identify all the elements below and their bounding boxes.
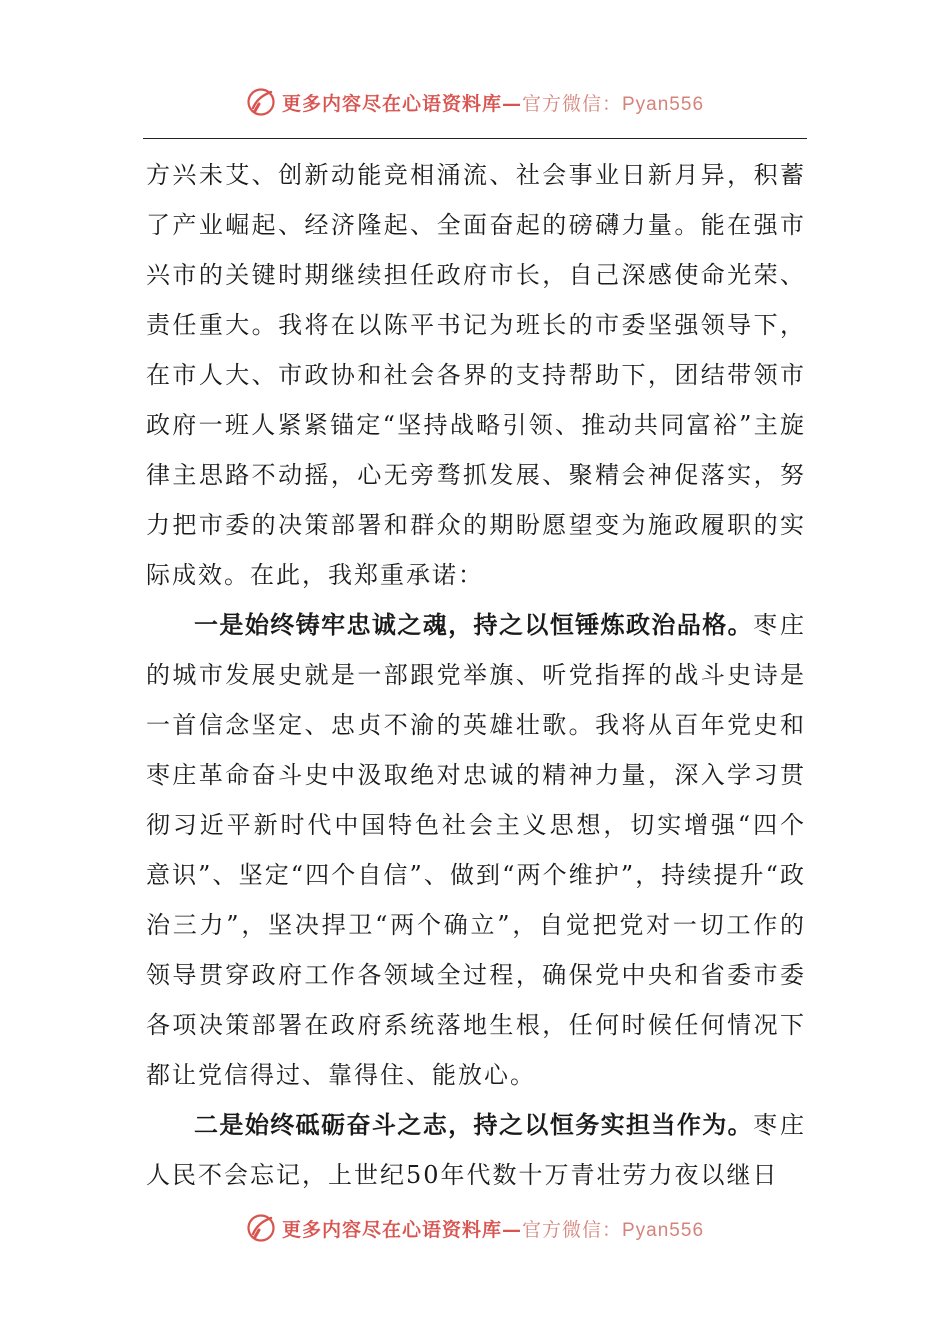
header-banner-text: 更多内容尽在心语资料库—官方微信：Pyan556 (281, 92, 705, 115)
header-divider (143, 138, 807, 139)
paragraph-intro: 方兴未艾、创新动能竞相涌流、社会事业日新月异，积蓄了产业崛起、经济隆起、全面奋起的磅礴力量。能在强市兴市的关键时期继续担任政府市长，自己深感使命光荣、责任重大。我将在以陈平书记为班长的市委坚强领导下，在市人大、市政协和社会各界的支持帮助下，团结带领市政府一班人紧紧锚定“坚持战略引领、推动共同富裕”主旋律主思路不动摇，心无旁骛抓发展、聚精会神促落实，努力把市委的决策部署和群众的期盼愿望变为施政履职的实际成效。在此，我郑重承诺： (146, 161, 806, 589)
point-two-text: 枣庄人民不会忘记，上世纪50年代数十万青壮劳力夜以继日 (146, 1111, 807, 1189)
paragraph-point-two (146, 1100, 806, 1200)
footer-watermark-banner (0, 1206, 950, 1250)
header-watermark-banner (0, 80, 950, 124)
brush-logo-icon (246, 87, 276, 117)
point-two-heading: 二是始终砥砺奋斗之志，持之以恒务实担当作为。 (194, 1111, 754, 1139)
brush-logo-icon (246, 1213, 276, 1243)
point-one-heading: 一是始终铸牢忠诚之魂，持之以恒锤炼政治品格。 (194, 611, 754, 639)
footer-banner-text: 更多内容尽在心语资料库—官方微信：Pyan556 (281, 1218, 705, 1241)
document-body (146, 150, 806, 1200)
paragraph-point-one (146, 600, 806, 1100)
point-one-text: 枣庄的城市发展史就是一部跟党举旗、听党指挥的战斗史诗是一首信念坚定、忠贞不渝的英雄壮歌。我将从百年党史和枣庄革命奋斗史中汲取绝对忠诚的精神力量，深入学习贯彻习近平新时代中国特色社会主义思想，切实增强“四个意识”、坚定“四个自信”、做到“两个维护”，持续提升“政治三力”，坚决捍卫“两个确立”，自觉把党对一切工作的领导贯穿政府工作各领域全过程，确保党中央和省委市委各项决策部署在政府系统落地生根，任何时候任何情况下都让党信得过、靠得住、能放心。 (146, 611, 807, 1089)
